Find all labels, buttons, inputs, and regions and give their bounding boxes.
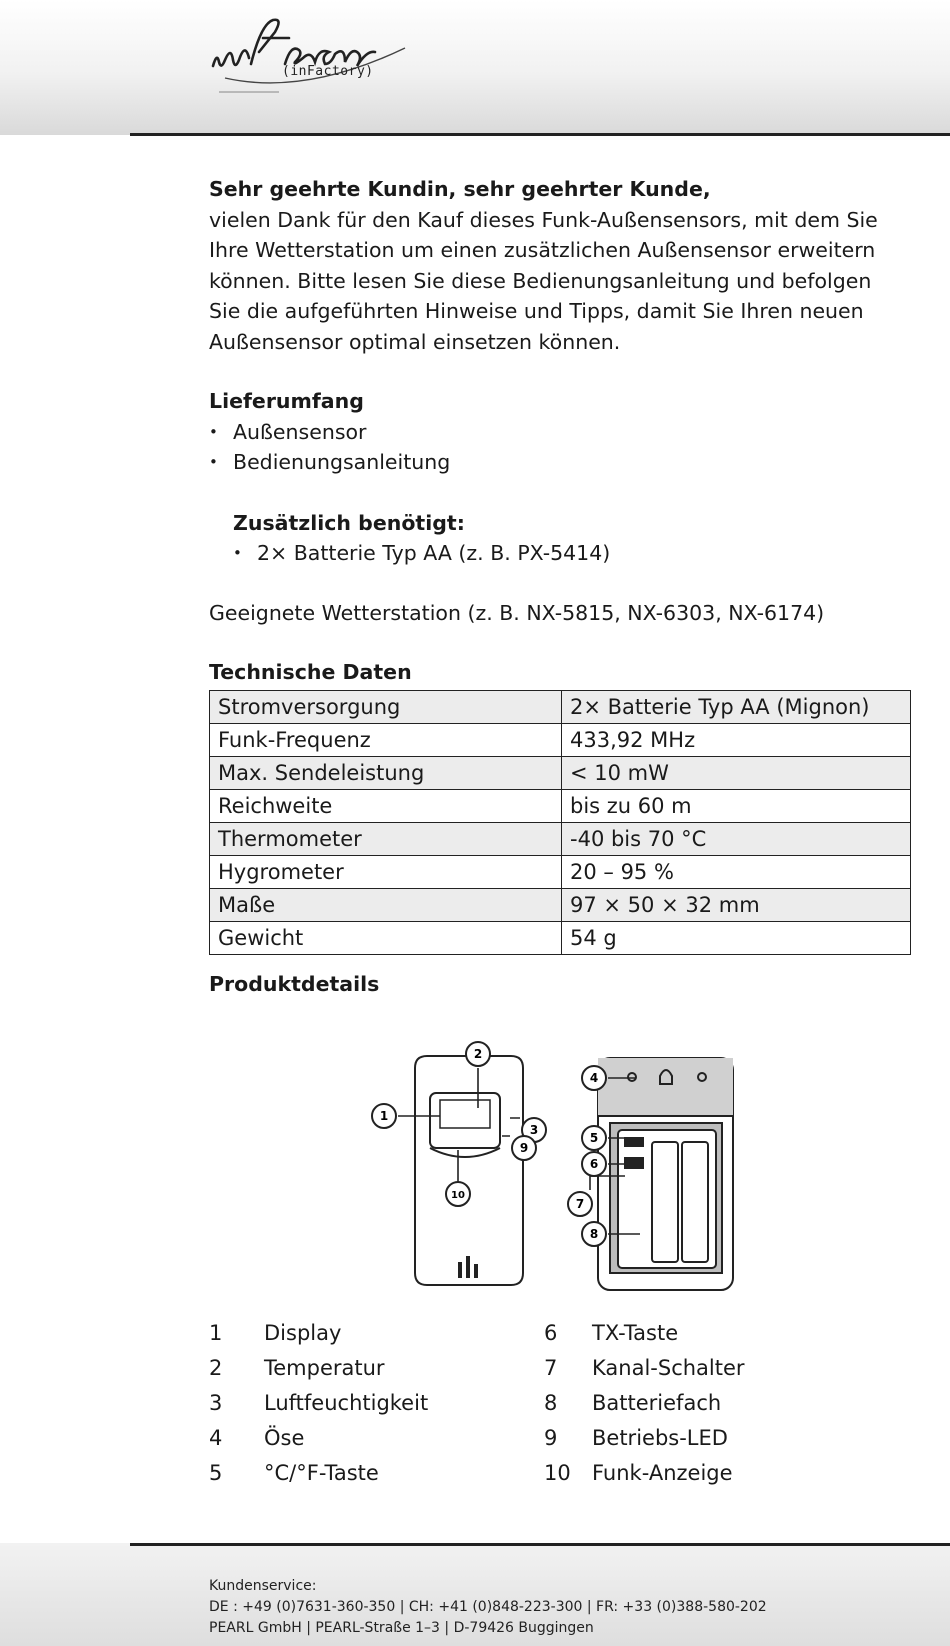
- footer-divider: [130, 1543, 950, 1546]
- tech-table: [209, 690, 911, 955]
- infactory-logo: [205, 8, 425, 108]
- table-row: [210, 822, 911, 855]
- callout-marker: [582, 1222, 606, 1246]
- legend-label: Temperatur: [264, 1356, 385, 1380]
- table-cell: Reichweite: [210, 789, 562, 822]
- header-divider: [130, 133, 950, 136]
- table-cell: Stromversorgung: [210, 690, 562, 723]
- svg-text:7: 7: [575, 1197, 585, 1211]
- list-item: • 2× Batterie Typ AA (z. B. PX-5414): [233, 538, 909, 569]
- product-diagram: [370, 1038, 760, 1298]
- svg-text:10: 10: [451, 1190, 465, 1201]
- legend-label: Betriebs-LED: [592, 1426, 728, 1450]
- svg-text:4: 4: [589, 1071, 599, 1085]
- svg-text:3: 3: [529, 1123, 539, 1137]
- table-row: [210, 756, 911, 789]
- customer-service: [209, 1576, 767, 1639]
- table-row: [210, 888, 911, 921]
- table-cell: Funk-Frequenz: [210, 723, 562, 756]
- footer-line: Kundenservice:: [209, 1578, 317, 1594]
- svg-text:8: 8: [589, 1227, 599, 1241]
- table-row: [210, 921, 911, 954]
- legend-label: Kanal-Schalter: [592, 1356, 745, 1380]
- list-item: • Bedienungsanleitung: [209, 447, 909, 478]
- table-cell: Gewicht: [210, 921, 562, 954]
- legend-number: 6: [544, 1321, 558, 1345]
- table-row: [210, 855, 911, 888]
- table-cell: 54 g: [562, 921, 911, 954]
- svg-text:6: 6: [589, 1157, 599, 1171]
- legend-number: 1: [209, 1321, 223, 1345]
- svg-text:2: 2: [473, 1047, 483, 1061]
- table-cell: 2× Batterie Typ AA (Mignon): [562, 690, 911, 723]
- compatible-stations: Geeignete Wetterstation (z. B. NX-5815, NX-6303, NX-6174): [209, 600, 825, 625]
- legend-label: Luftfeuchtigkeit: [264, 1391, 429, 1415]
- table-row: [210, 789, 911, 822]
- legend-number: 3: [209, 1391, 223, 1415]
- svg-text:5: 5: [589, 1131, 599, 1145]
- details-heading: Produktdetails: [209, 971, 380, 996]
- tech-heading: Technische Daten: [209, 660, 412, 684]
- parts-legend: [209, 1316, 745, 1491]
- legend-number: 4: [209, 1426, 223, 1450]
- list-item: • Außensensor: [209, 417, 909, 448]
- svg-text:9: 9: [519, 1141, 529, 1155]
- legend-label: °C/°F-Taste: [264, 1461, 379, 1485]
- footer-line: PEARL GmbH | PEARL-Straße 1–3 | D-79426 Buggingen: [209, 1620, 594, 1636]
- legend-label: Funk-Anzeige: [592, 1461, 733, 1485]
- scope-list: [209, 417, 909, 478]
- intro-line: können. Bitte lesen Sie diese Bedienungsanleitung und befolgen: [209, 268, 872, 293]
- intro-line: vielen Dank für den Kauf dieses Funk-Außensensors, mit dem Sie: [209, 207, 878, 232]
- legend-number: 5: [209, 1461, 223, 1485]
- callout-marker: [582, 1152, 606, 1176]
- greeting: Sehr geehrte Kundin, sehr geehrter Kunde,: [209, 177, 711, 201]
- table-cell: Thermometer: [210, 822, 562, 855]
- legend-number: 2: [209, 1356, 223, 1380]
- legend-label: TX-Taste: [592, 1321, 679, 1345]
- table-cell: -40 bis 70 °C: [562, 822, 911, 855]
- legend-number: 10: [544, 1461, 571, 1485]
- callout-marker: [582, 1066, 606, 1090]
- logo-subtitle: (inFactory): [282, 64, 374, 79]
- callout-marker: [582, 1126, 606, 1150]
- intro-line: Ihre Wetterstation um einen zusätzlichen Außensensor erweitern: [209, 238, 876, 262]
- sensor-front: [415, 1056, 523, 1285]
- table-cell: bis zu 60 m: [562, 789, 911, 822]
- table-cell: 433,92 MHz: [562, 723, 911, 756]
- extra-list: [233, 538, 909, 569]
- legend-label: Display: [264, 1321, 342, 1345]
- legend-label: Öse: [264, 1426, 305, 1450]
- table-cell: 97 × 50 × 32 mm: [562, 888, 911, 921]
- legend-row: [209, 1421, 745, 1456]
- extra-heading: Zusätzlich benötigt:: [233, 510, 465, 535]
- callout-marker: [466, 1042, 490, 1066]
- callout-marker: [446, 1182, 470, 1206]
- footer-line: DE : +49 (0)7631-360-350 | CH: +41 (0)848-223-300 | FR: +33 (0)388-580-202: [209, 1599, 767, 1615]
- svg-text:1: 1: [379, 1109, 389, 1123]
- table-row: [210, 723, 911, 756]
- table-cell: Maße: [210, 888, 562, 921]
- table-cell: Hygrometer: [210, 855, 562, 888]
- table-cell: < 10 mW: [562, 756, 911, 789]
- legend-number: 8: [544, 1391, 558, 1415]
- callout-marker: [372, 1104, 396, 1128]
- intro-line: Sie die aufgeführten Hinweise und Tipps, damit Sie Ihren neuen: [209, 299, 864, 323]
- table-cell: 20 – 95 %: [562, 855, 911, 888]
- page-header: [0, 0, 950, 135]
- callout-marker: [568, 1192, 592, 1216]
- callout-marker: [512, 1136, 536, 1160]
- legend-row: [209, 1316, 745, 1351]
- callouts: [372, 1042, 606, 1246]
- scope-heading: Lieferumfang: [209, 389, 364, 413]
- main-content: [209, 174, 909, 999]
- legend-label: Batteriefach: [592, 1391, 722, 1415]
- legend-number: 9: [544, 1426, 558, 1450]
- legend-number: 7: [544, 1356, 558, 1380]
- table-cell: Max. Sendeleistung: [210, 756, 562, 789]
- legend-row: [209, 1351, 745, 1386]
- table-row: [210, 690, 911, 723]
- legend-row: [209, 1386, 745, 1421]
- legend-row: [209, 1456, 745, 1491]
- intro-line: Außensensor optimal einsetzen können.: [209, 329, 621, 354]
